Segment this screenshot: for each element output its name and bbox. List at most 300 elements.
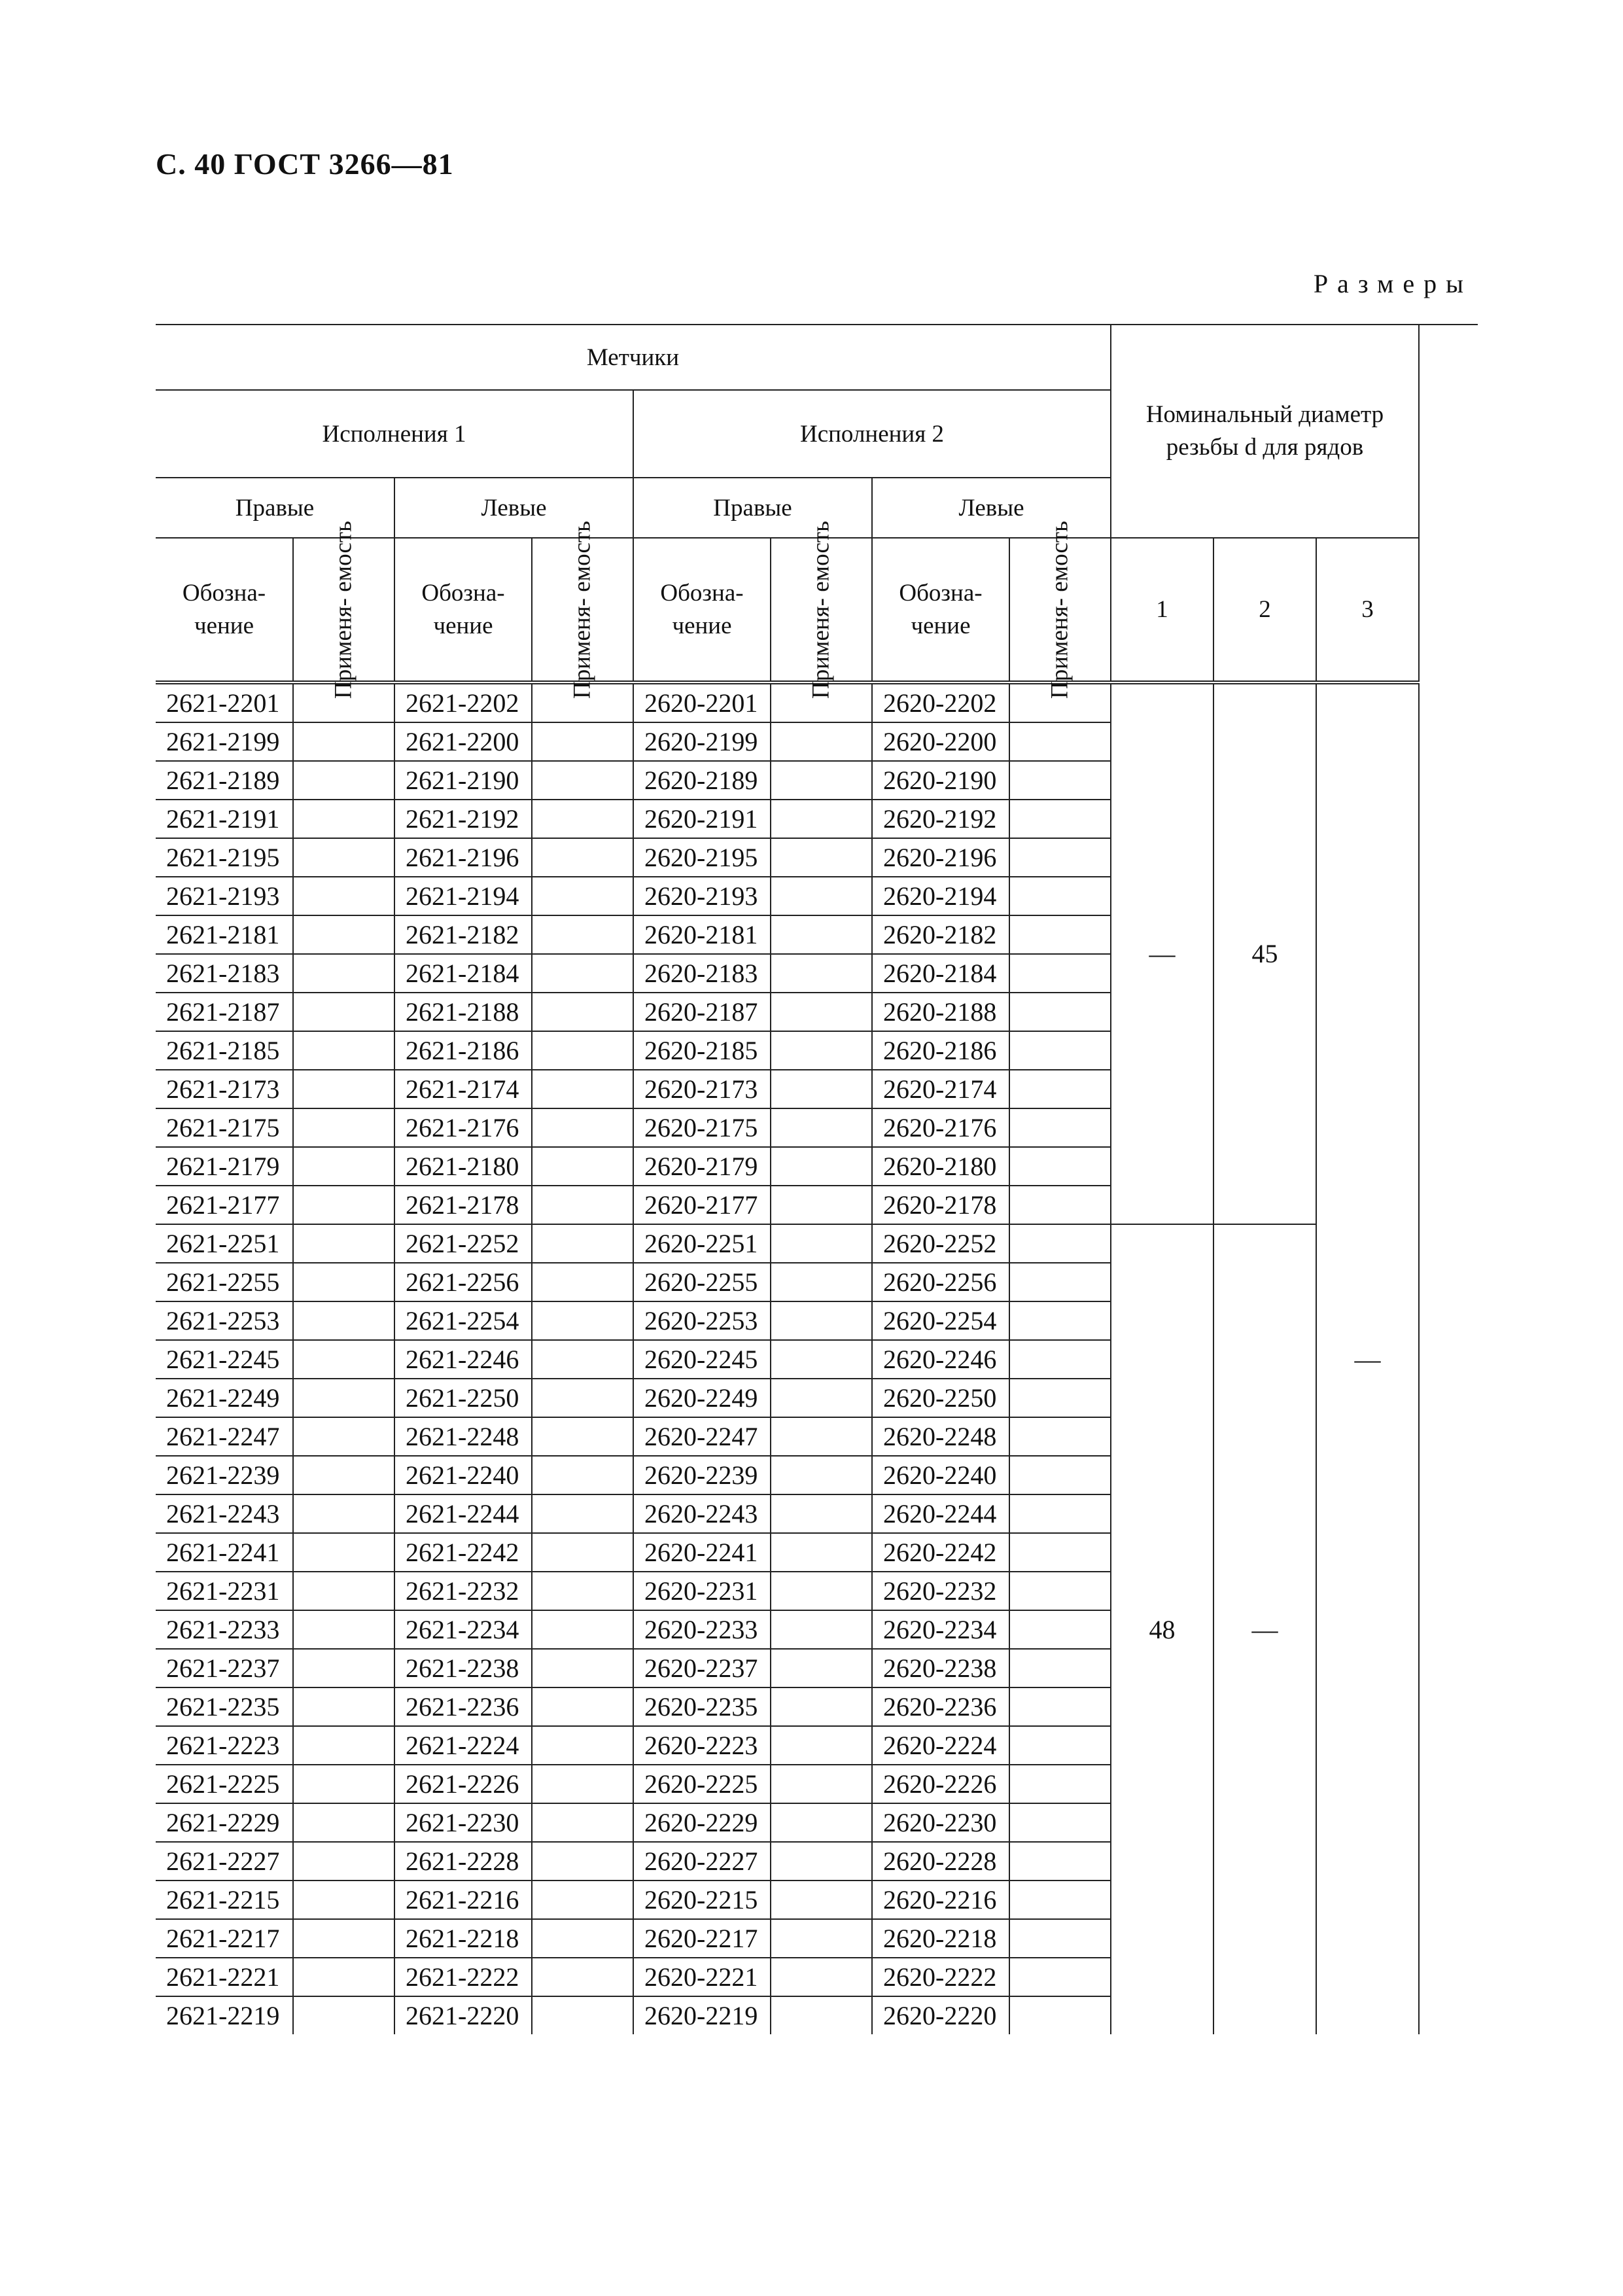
designation-cell: 2620-2184 — [872, 954, 1009, 993]
applicability-cell — [1009, 838, 1111, 877]
designation-cell: 2621-2195 — [156, 838, 293, 877]
applicability-cell — [771, 1996, 872, 2034]
applicability-cell — [532, 722, 633, 761]
designation-cell: 2620-2186 — [872, 1031, 1009, 1070]
applicability-cell — [771, 1456, 872, 1494]
designation-cell: 2621-2240 — [394, 1456, 532, 1494]
designation-cell: 2621-2231 — [156, 1572, 293, 1610]
designation-cell: 2621-2191 — [156, 800, 293, 838]
designation-cell: 2621-2219 — [156, 1996, 293, 2034]
designation-cell: 2620-2234 — [872, 1610, 1009, 1649]
applicability-cell — [293, 1842, 394, 1881]
applicability-cell — [293, 1263, 394, 1301]
applicability-cell — [771, 1147, 872, 1186]
applicability-cell — [771, 800, 872, 838]
applicability-cell — [532, 1687, 633, 1726]
applicability-cell — [532, 1958, 633, 1996]
designation-cell: 2620-2247 — [633, 1417, 771, 1456]
applicability-cell — [532, 1765, 633, 1803]
applicability-cell — [771, 877, 872, 915]
designation-cell: 2620-2229 — [633, 1803, 771, 1842]
designation-cell: 2621-2249 — [156, 1379, 293, 1417]
designation-cell: 2620-2246 — [872, 1340, 1009, 1379]
designation-cell: 2620-2216 — [872, 1881, 1009, 1919]
designation-cell: 2621-2229 — [156, 1803, 293, 1842]
applicability-cell — [293, 1687, 394, 1726]
applicability-cell — [1009, 1070, 1111, 1108]
applicability-cell — [1009, 1456, 1111, 1494]
applicability-cell — [532, 1572, 633, 1610]
designation-cell: 2621-2182 — [394, 915, 532, 954]
applicability-cell — [293, 1108, 394, 1147]
designation-cell: 2621-2175 — [156, 1108, 293, 1147]
applicability-cell — [1009, 1765, 1111, 1803]
designation-cell: 2620-2193 — [633, 877, 771, 915]
designation-cell: 2620-2239 — [633, 1456, 771, 1494]
designation-cell: 2620-2251 — [633, 1224, 771, 1263]
designation-cell: 2621-2179 — [156, 1147, 293, 1186]
applicability-cell — [771, 1572, 872, 1610]
header-designation: Обозна- чение — [872, 538, 1009, 682]
applicability-cell — [532, 954, 633, 993]
designation-cell: 2620-2182 — [872, 915, 1009, 954]
designation-cell: 2620-2228 — [872, 1842, 1009, 1881]
designation-cell: 2621-2223 — [156, 1726, 293, 1765]
table-row — [156, 1224, 1478, 1263]
applicability-cell — [532, 1031, 633, 1070]
designation-cell: 2621-2217 — [156, 1919, 293, 1958]
applicability-cell — [293, 1456, 394, 1494]
header-applicability: Применя- емость — [532, 538, 633, 682]
designation-cell: 2621-2177 — [156, 1186, 293, 1224]
designation-cell: 2621-2248 — [394, 1417, 532, 1456]
applicability-cell — [771, 1533, 872, 1572]
designation-cell: 2621-2256 — [394, 1263, 532, 1301]
applicability-cell — [293, 1186, 394, 1224]
applicability-cell — [771, 1919, 872, 1958]
applicability-cell — [293, 1340, 394, 1379]
applicability-cell — [293, 1919, 394, 1958]
applicability-cell — [293, 1803, 394, 1842]
header-designation: Обозна- чение — [394, 538, 532, 682]
designation-cell: 2620-2218 — [872, 1919, 1009, 1958]
designation-cell: 2620-2195 — [633, 838, 771, 877]
header-row-1: 1 — [1111, 538, 1213, 682]
header-designation: Обозна- чение — [156, 538, 293, 682]
designation-cell: 2620-2187 — [633, 993, 771, 1031]
designation-cell: 2620-2189 — [633, 761, 771, 800]
designation-cell: 2620-2173 — [633, 1070, 771, 1108]
applicability-cell — [532, 1919, 633, 1958]
applicability-cell — [532, 1108, 633, 1147]
designation-cell: 2621-2242 — [394, 1533, 532, 1572]
designation-cell: 2620-2253 — [633, 1301, 771, 1340]
designation-cell: 2621-2196 — [394, 838, 532, 877]
applicability-cell — [1009, 800, 1111, 838]
designation-cell: 2620-2178 — [872, 1186, 1009, 1224]
applicability-cell — [1009, 722, 1111, 761]
designation-cell: 2621-2199 — [156, 722, 293, 761]
applicability-cell — [1009, 1417, 1111, 1456]
applicability-cell — [532, 1842, 633, 1881]
applicability-cell — [771, 1958, 872, 1996]
applicability-cell — [1009, 1494, 1111, 1533]
applicability-cell — [532, 1379, 633, 1417]
header-nominal-diameter — [1111, 325, 1419, 538]
designation-cell: 2620-2188 — [872, 993, 1009, 1031]
applicability-cell — [1009, 993, 1111, 1031]
applicability-cell — [771, 838, 872, 877]
applicability-cell — [293, 761, 394, 800]
diameter-row1-group2: 48 — [1111, 1224, 1213, 2034]
applicability-cell — [293, 1533, 394, 1572]
applicability-cell — [1009, 1301, 1111, 1340]
designation-cell: 2621-2228 — [394, 1842, 532, 1881]
designation-cell: 2620-2236 — [872, 1687, 1009, 1726]
applicability-cell — [771, 915, 872, 954]
designation-cell: 2620-2244 — [872, 1494, 1009, 1533]
designation-cell: 2620-2237 — [633, 1649, 771, 1687]
applicability-cell — [1009, 1224, 1111, 1263]
applicability-cell — [532, 1533, 633, 1572]
designation-cell: 2620-2249 — [633, 1379, 771, 1417]
designation-cell: 2621-2250 — [394, 1379, 532, 1417]
designation-cell: 2621-2181 — [156, 915, 293, 954]
designation-cell: 2620-2190 — [872, 761, 1009, 800]
designation-cell: 2620-2250 — [872, 1379, 1009, 1417]
designation-cell: 2620-2232 — [872, 1572, 1009, 1610]
designation-cell: 2621-2232 — [394, 1572, 532, 1610]
right-margin-cell — [1419, 682, 1478, 2034]
applicability-cell — [1009, 1649, 1111, 1687]
designation-cell: 2621-2193 — [156, 877, 293, 915]
header-row-3: 3 — [1316, 538, 1419, 682]
applicability-cell — [771, 722, 872, 761]
applicability-cell — [1009, 1958, 1111, 1996]
applicability-cell — [771, 1842, 872, 1881]
applicability-cell — [532, 1070, 633, 1108]
applicability-cell — [771, 1494, 872, 1533]
applicability-cell — [1009, 1031, 1111, 1070]
applicability-cell — [532, 761, 633, 800]
applicability-cell — [771, 1726, 872, 1765]
applicability-cell — [293, 1572, 394, 1610]
diameter-row2-group2: — — [1213, 1224, 1316, 2034]
applicability-cell — [532, 800, 633, 838]
designation-cell: 2620-2202 — [872, 682, 1009, 722]
designation-cell: 2620-2220 — [872, 1996, 1009, 2034]
applicability-cell — [1009, 1340, 1111, 1379]
header-right-1: Правые — [156, 478, 394, 538]
applicability-cell — [771, 1881, 872, 1919]
applicability-cell — [771, 1224, 872, 1263]
applicability-cell — [293, 1070, 394, 1108]
designation-cell: 2621-2178 — [394, 1186, 532, 1224]
applicability-cell — [771, 1687, 872, 1726]
designation-cell: 2621-2244 — [394, 1494, 532, 1533]
designation-cell: 2621-2220 — [394, 1996, 532, 2034]
designation-cell: 2620-2194 — [872, 877, 1009, 915]
designation-cell: 2620-2231 — [633, 1572, 771, 1610]
applicability-cell — [532, 1726, 633, 1765]
sizes-label: Размеры — [1313, 269, 1473, 298]
applicability-cell — [293, 800, 394, 838]
designation-cell: 2621-2173 — [156, 1070, 293, 1108]
designation-cell: 2620-2254 — [872, 1301, 1009, 1340]
designation-cell: 2621-2194 — [394, 877, 532, 915]
designation-cell: 2620-2238 — [872, 1649, 1009, 1687]
nominal-diameter-label: Номинальный диаметр резьбы d для рядов — [1145, 401, 1384, 461]
applicability-cell — [293, 1958, 394, 1996]
designation-cell: 2620-2174 — [872, 1070, 1009, 1108]
applicability-cell — [532, 1147, 633, 1186]
applicability-cell — [771, 761, 872, 800]
applicability-cell — [1009, 1147, 1111, 1186]
applicability-cell — [532, 993, 633, 1031]
designation-cell: 2620-2240 — [872, 1456, 1009, 1494]
designation-cell: 2621-2234 — [394, 1610, 532, 1649]
applicability-cell — [1009, 1996, 1111, 2034]
designation-cell: 2620-2177 — [633, 1186, 771, 1224]
designation-cell: 2621-2226 — [394, 1765, 532, 1803]
designation-cell: 2620-2199 — [633, 722, 771, 761]
applicability-cell — [1009, 1379, 1111, 1417]
designation-cell: 2621-2224 — [394, 1726, 532, 1765]
applicability-cell — [293, 1031, 394, 1070]
header-applicability: Применя- емость — [293, 538, 394, 682]
applicability-cell — [532, 915, 633, 954]
designation-cell: 2620-2256 — [872, 1263, 1009, 1301]
applicability-cell — [293, 1301, 394, 1340]
designation-cell: 2621-2241 — [156, 1533, 293, 1572]
applicability-cell — [771, 1263, 872, 1301]
designation-cell: 2620-2223 — [633, 1726, 771, 1765]
applicability-cell — [771, 1070, 872, 1108]
designation-cell: 2621-2233 — [156, 1610, 293, 1649]
designation-cell: 2620-2252 — [872, 1224, 1009, 1263]
taps-table — [156, 324, 1478, 2034]
designation-cell: 2620-2185 — [633, 1031, 771, 1070]
diameter-row1-group1: — — [1111, 682, 1213, 1224]
applicability-cell — [293, 1224, 394, 1263]
applicability-cell — [532, 1649, 633, 1687]
designation-cell: 2621-2185 — [156, 1031, 293, 1070]
applicability-cell — [771, 954, 872, 993]
designation-cell: 2621-2236 — [394, 1687, 532, 1726]
designation-cell: 2620-2180 — [872, 1147, 1009, 1186]
header-left-1: Левые — [394, 478, 633, 538]
applicability-cell — [1009, 1726, 1111, 1765]
designation-cell: 2620-2243 — [633, 1494, 771, 1533]
designation-cell: 2621-2239 — [156, 1456, 293, 1494]
designation-cell: 2620-2219 — [633, 1996, 771, 2034]
designation-cell: 2620-2227 — [633, 1842, 771, 1881]
applicability-cell — [1009, 1263, 1111, 1301]
applicability-cell — [1009, 1533, 1111, 1572]
applicability-cell — [293, 1726, 394, 1765]
applicability-cell — [293, 1765, 394, 1803]
applicability-cell — [293, 722, 394, 761]
applicability-cell — [1009, 1881, 1111, 1919]
applicability-cell — [1009, 915, 1111, 954]
designation-cell: 2621-2186 — [394, 1031, 532, 1070]
applicability-cell — [293, 993, 394, 1031]
applicability-cell — [771, 1379, 872, 1417]
designation-cell: 2620-2181 — [633, 915, 771, 954]
applicability-cell — [1009, 1842, 1111, 1881]
applicability-cell — [293, 1996, 394, 2034]
applicability-cell — [532, 1417, 633, 1456]
designation-cell: 2620-2201 — [633, 682, 771, 722]
designation-cell: 2621-2230 — [394, 1803, 532, 1842]
designation-cell: 2620-2191 — [633, 800, 771, 838]
designation-cell: 2620-2179 — [633, 1147, 771, 1186]
applicability-cell — [771, 1340, 872, 1379]
applicability-cell — [1009, 1610, 1111, 1649]
designation-cell: 2620-2224 — [872, 1726, 1009, 1765]
applicability-cell — [771, 1610, 872, 1649]
applicability-cell — [293, 1881, 394, 1919]
designation-cell: 2620-2230 — [872, 1803, 1009, 1842]
applicability-cell — [532, 877, 633, 915]
applicability-cell — [771, 993, 872, 1031]
applicability-cell — [532, 1263, 633, 1301]
designation-cell: 2621-2183 — [156, 954, 293, 993]
header-left-2: Левые — [872, 478, 1111, 538]
applicability-cell — [532, 1881, 633, 1919]
designation-cell: 2621-2235 — [156, 1687, 293, 1726]
applicability-cell — [293, 1494, 394, 1533]
designation-cell: 2621-2176 — [394, 1108, 532, 1147]
applicability-cell — [771, 1186, 872, 1224]
applicability-cell — [771, 1031, 872, 1070]
diameter-row2-group1: 45 — [1213, 682, 1316, 1224]
designation-cell: 2621-2190 — [394, 761, 532, 800]
designation-cell: 2620-2215 — [633, 1881, 771, 1919]
applicability-cell — [532, 1456, 633, 1494]
designation-cell: 2621-2218 — [394, 1919, 532, 1958]
designation-cell: 2620-2248 — [872, 1417, 1009, 1456]
designation-cell: 2621-2221 — [156, 1958, 293, 1996]
designation-cell: 2621-2180 — [394, 1147, 532, 1186]
designation-cell: 2620-2242 — [872, 1533, 1009, 1572]
designation-cell: 2620-2217 — [633, 1919, 771, 1958]
designation-cell: 2621-2246 — [394, 1340, 532, 1379]
applicability-cell — [293, 1417, 394, 1456]
designation-cell: 2620-2235 — [633, 1687, 771, 1726]
applicability-cell — [1009, 761, 1111, 800]
designation-cell: 2621-2222 — [394, 1958, 532, 1996]
applicability-cell — [771, 1301, 872, 1340]
designation-cell: 2621-2251 — [156, 1224, 293, 1263]
applicability-cell — [771, 1765, 872, 1803]
designation-cell: 2620-2222 — [872, 1958, 1009, 1996]
applicability-cell — [293, 954, 394, 993]
designation-cell: 2620-2225 — [633, 1765, 771, 1803]
applicability-cell — [1009, 1186, 1111, 1224]
designation-cell: 2620-2241 — [633, 1533, 771, 1572]
applicability-cell — [1009, 877, 1111, 915]
header-right-2: Правые — [633, 478, 872, 538]
designation-cell: 2620-2255 — [633, 1263, 771, 1301]
applicability-cell — [532, 1494, 633, 1533]
designation-cell: 2621-2225 — [156, 1765, 293, 1803]
header-isp2: Исполнения 2 — [633, 390, 1111, 478]
table-body — [156, 682, 1478, 2034]
applicability-cell — [293, 877, 394, 915]
designation-cell: 2620-2196 — [872, 838, 1009, 877]
designation-cell: 2621-2245 — [156, 1340, 293, 1379]
applicability-cell — [293, 838, 394, 877]
designation-cell: 2621-2243 — [156, 1494, 293, 1533]
designation-cell: 2621-2192 — [394, 800, 532, 838]
right-margin-cell — [1419, 325, 1478, 682]
designation-cell: 2621-2254 — [394, 1301, 532, 1340]
designation-cell: 2621-2201 — [156, 682, 293, 722]
diameter-row3-all: — — [1316, 682, 1419, 2034]
designation-cell: 2620-2221 — [633, 1958, 771, 1996]
applicability-cell — [532, 838, 633, 877]
designation-cell: 2621-2215 — [156, 1881, 293, 1919]
header-applicability: Применя- емость — [771, 538, 872, 682]
designation-cell: 2621-2174 — [394, 1070, 532, 1108]
designation-cell: 2621-2255 — [156, 1263, 293, 1301]
designation-cell: 2621-2184 — [394, 954, 532, 993]
applicability-cell — [293, 1649, 394, 1687]
applicability-cell — [1009, 954, 1111, 993]
applicability-cell — [771, 1108, 872, 1147]
applicability-cell — [532, 1301, 633, 1340]
header-designation: Обозна- чение — [633, 538, 771, 682]
designation-cell: 2621-2247 — [156, 1417, 293, 1456]
designation-cell: 2620-2226 — [872, 1765, 1009, 1803]
header-isp1: Исполнения 1 — [156, 390, 633, 478]
designation-cell: 2620-2233 — [633, 1610, 771, 1649]
applicability-cell — [532, 1340, 633, 1379]
header-applicability: Применя- емость — [1009, 538, 1111, 682]
designation-cell: 2620-2192 — [872, 800, 1009, 838]
designation-cell: 2620-2245 — [633, 1340, 771, 1379]
designation-cell: 2621-2200 — [394, 722, 532, 761]
designation-cell: 2621-2253 — [156, 1301, 293, 1340]
applicability-cell — [771, 1803, 872, 1842]
applicability-cell — [771, 1417, 872, 1456]
designation-cell: 2621-2188 — [394, 993, 532, 1031]
designation-cell: 2620-2200 — [872, 722, 1009, 761]
designation-cell: 2621-2252 — [394, 1224, 532, 1263]
applicability-cell — [532, 1996, 633, 2034]
applicability-cell — [293, 1610, 394, 1649]
applicability-cell — [532, 1224, 633, 1263]
applicability-cell — [532, 1186, 633, 1224]
applicability-cell — [1009, 1108, 1111, 1147]
applicability-cell — [293, 1147, 394, 1186]
designation-cell: 2621-2237 — [156, 1649, 293, 1687]
page-title: С. 40 ГОСТ 3266—81 — [156, 147, 454, 181]
applicability-cell — [1009, 1919, 1111, 1958]
designation-cell: 2621-2238 — [394, 1649, 532, 1687]
applicability-cell — [293, 915, 394, 954]
applicability-cell — [293, 1379, 394, 1417]
designation-cell: 2621-2227 — [156, 1842, 293, 1881]
designation-cell: 2621-2216 — [394, 1881, 532, 1919]
applicability-cell — [532, 1803, 633, 1842]
header-row-2: 2 — [1213, 538, 1316, 682]
applicability-cell — [1009, 1687, 1111, 1726]
designation-cell: 2620-2183 — [633, 954, 771, 993]
designation-cell: 2620-2175 — [633, 1108, 771, 1147]
applicability-cell — [1009, 1572, 1111, 1610]
